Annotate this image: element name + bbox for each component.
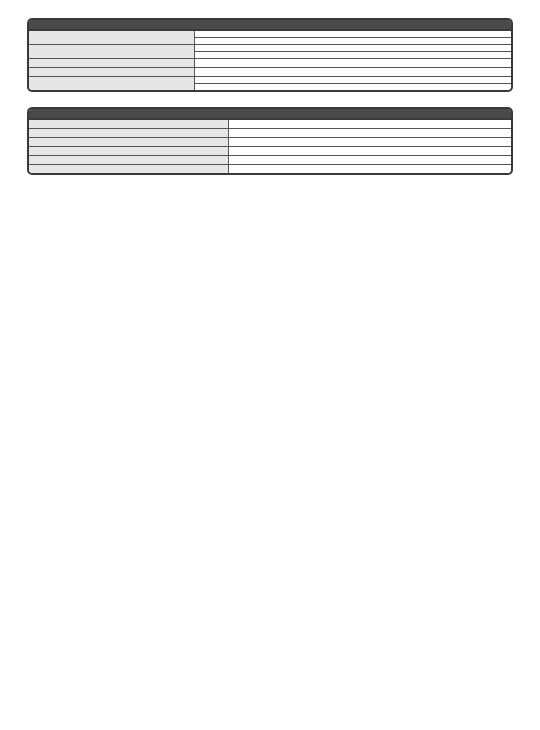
rule-row <box>29 77 511 91</box>
rule-description <box>29 156 228 165</box>
card-title <box>29 20 511 31</box>
examples-cell <box>195 59 512 65</box>
sheet <box>27 18 513 175</box>
rule-examples <box>228 147 511 156</box>
rule-row <box>29 129 511 138</box>
rule-description <box>29 59 194 68</box>
rule-examples <box>194 45 511 59</box>
rule-description <box>29 120 228 129</box>
rules-table <box>29 31 511 90</box>
rule-examples <box>194 77 511 91</box>
rule-description <box>29 147 228 156</box>
rule-examples <box>228 156 511 165</box>
rule-row <box>29 165 511 174</box>
rule-row <box>29 45 511 59</box>
rule-examples <box>228 138 511 147</box>
card-title <box>29 109 511 120</box>
rule-examples <box>228 165 511 174</box>
rule-row <box>29 120 511 129</box>
rule-row <box>29 138 511 147</box>
rules-table <box>29 120 511 173</box>
rule-row <box>29 31 511 45</box>
examples-cell <box>229 129 512 135</box>
rule-examples <box>228 120 511 129</box>
examples-cell <box>229 138 512 144</box>
rule-examples <box>228 129 511 138</box>
rule-row <box>29 147 511 156</box>
exception-cell <box>195 51 512 58</box>
rule-description <box>29 31 194 45</box>
examples-cell <box>229 147 512 153</box>
examples-cell <box>229 156 512 162</box>
rule-description <box>29 45 194 59</box>
rule-description <box>29 165 228 174</box>
rule-description <box>29 77 194 91</box>
exception-cell <box>195 37 512 44</box>
rule-description <box>29 68 194 77</box>
examples-cell <box>229 165 512 171</box>
rule-row <box>29 156 511 165</box>
rule-examples <box>194 59 511 68</box>
rule-examples <box>194 68 511 77</box>
rule-description <box>29 138 228 147</box>
rule-examples <box>194 31 511 45</box>
card-fused-spelling <box>27 18 513 92</box>
rule-row <box>29 68 511 77</box>
examples-cell <box>229 120 512 126</box>
examples-cell <box>195 68 512 74</box>
card-separate-spelling <box>27 107 513 175</box>
rule-description <box>29 129 228 138</box>
rule-row <box>29 59 511 68</box>
exception-cell <box>195 83 512 90</box>
